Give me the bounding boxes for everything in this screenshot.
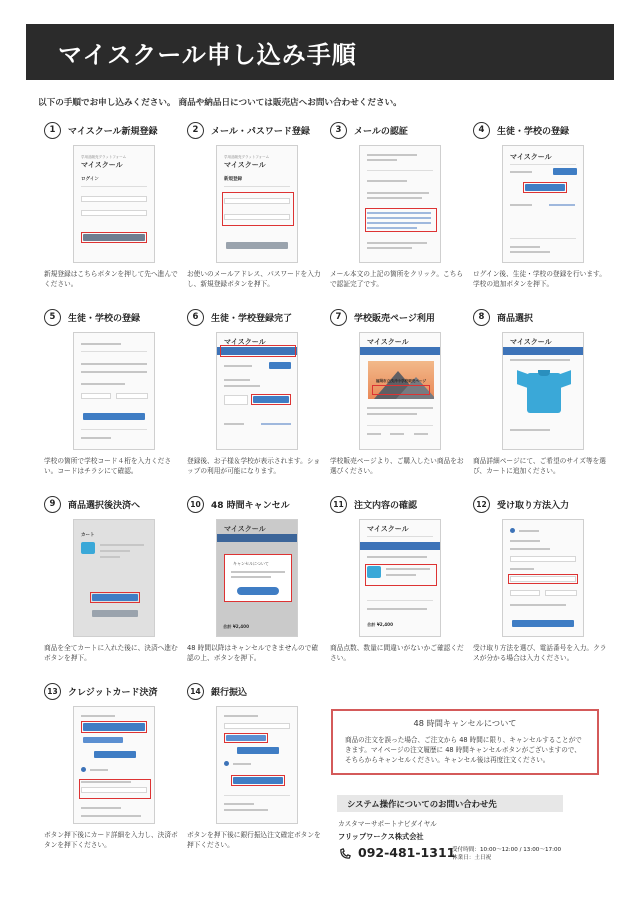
business-hours	[452, 846, 561, 862]
step-1	[44, 121, 180, 289]
company-name: フリップワークス株式会社	[338, 832, 424, 841]
step-12	[473, 495, 609, 663]
step-title: 注文内容の確認	[354, 500, 418, 511]
brand-logo-text: マイスクール	[367, 338, 409, 346]
step-description: 新規登録はこちらボタンを押して先へ進んでください。	[44, 270, 178, 288]
step-screenshot	[73, 145, 155, 263]
step-number: 4	[473, 122, 490, 139]
cancel-dialog-title: キャンセルについて	[233, 561, 269, 566]
step-3	[330, 121, 466, 289]
step-screenshot	[73, 519, 155, 637]
brand-logo-text: マイスクール	[81, 161, 123, 169]
step-title: 銀行振込	[211, 687, 248, 698]
step-title: メール・パスワード登録	[211, 126, 310, 137]
brand-caption: 学用品販売プラットフォーム	[81, 155, 127, 159]
step-7	[330, 308, 466, 476]
step-screenshot	[216, 706, 298, 824]
brand-logo-text: マイスクール	[510, 338, 552, 346]
step-number: 11	[330, 496, 347, 513]
step-11	[330, 495, 466, 663]
step-screenshot	[216, 332, 298, 450]
title-banner	[26, 24, 614, 80]
phone-number: 092-481-1311	[358, 845, 456, 860]
step-description: 商品点数、数量に間違いがないかご確認ください。	[330, 644, 464, 662]
brand-logo-text: マイスクール	[224, 338, 266, 346]
step-description: 商品詳細ページにて、ご希望のサイズ等を選び、カートに追加ください。	[473, 457, 606, 475]
step-number: 1	[44, 122, 61, 139]
order-total: 合計 ¥2,400	[367, 622, 393, 627]
step-screenshot	[502, 145, 584, 263]
step-screenshot	[502, 519, 584, 637]
step-screenshot	[73, 332, 155, 450]
step-description: メール本文の上記の箇所をクリック。こちらで認証完了です。	[330, 270, 464, 288]
school-page-caption: 福岡市立浅井中学校販売ページ	[375, 379, 427, 383]
step-title: 生徒・学校の登録	[497, 126, 570, 137]
brand-logo-text: マイスクール	[510, 153, 552, 161]
support-line-label: カスタマーサポートナビダイヤル	[338, 820, 437, 828]
step-title: 生徒・学校の登録	[68, 313, 141, 324]
register-heading: 新規登録	[224, 177, 242, 182]
cancel-dialog	[224, 554, 292, 602]
step-screenshot	[359, 519, 441, 637]
step-number: 10	[187, 496, 204, 513]
step-description: 登録後、お子様＆学校が表示されます。ショップの利用が可能になります。	[187, 457, 321, 475]
cancel-notice-box	[331, 709, 599, 775]
intro-text: 以下の手順でお申し込みください。 商品や納品日については販売店へお問い合わせください。	[38, 98, 402, 108]
step-description: 学校の箇所で学校コード４桁を入力ください。コードはチラシにて確認。	[44, 457, 172, 475]
step-4	[473, 121, 609, 289]
step-description: お使いのメールアドレス、パスワードを入力し、新規登録ボタンを押下。	[187, 270, 321, 288]
step-number: 9	[44, 496, 61, 513]
phone-icon	[338, 846, 353, 861]
brand-logo-text: マイスクール	[224, 161, 266, 169]
step-screenshot	[359, 145, 441, 263]
step-5	[44, 308, 180, 476]
step-title: 48 時間キャンセル	[211, 500, 290, 511]
step-number: 12	[473, 496, 490, 513]
step-screenshot	[359, 332, 441, 450]
step-screenshot	[73, 706, 155, 824]
step-6	[187, 308, 323, 476]
step-title: 受け取り方法入力	[497, 500, 570, 511]
step-number: 13	[44, 683, 61, 700]
step-description: 受け取り方法を選び、電話番号を入力。クラスが分かる場合は入力ください。	[473, 644, 607, 662]
step-number: 2	[187, 122, 204, 139]
step-number: 8	[473, 309, 490, 326]
step-9	[44, 495, 180, 663]
step-number: 7	[330, 309, 347, 326]
step-screenshot	[216, 519, 298, 637]
step-title: 商品選択後決済へ	[68, 500, 141, 511]
step-number: 3	[330, 122, 347, 139]
brand-logo-text: マイスクール	[224, 525, 266, 533]
cart-heading: カート	[81, 533, 95, 538]
step-screenshot	[502, 332, 584, 450]
step-number: 6	[187, 309, 204, 326]
step-2	[187, 121, 323, 289]
product-shirt-image	[517, 367, 571, 413]
step-title: メールの認証	[354, 126, 408, 137]
page-title: マイスクール申し込み手順	[58, 40, 357, 69]
login-heading: ログイン	[81, 177, 99, 182]
step-description: 48 時間以降はキャンセルできませんので確認の上、ボタンを押下。	[187, 644, 319, 662]
step-title: 生徒・学校登録完了	[211, 313, 293, 324]
step-14	[187, 682, 323, 850]
notice-body: 商品の注文を誤った場合、ご注文から 48 時間に限り、キャンセルすることができます。マイページの注文履歴に 48 時間キャンセルボタンがございますので、そちらからキャンセルください。キャンセル後は再度注文ください。	[345, 736, 582, 764]
step-title: マイスクール新規登録	[68, 126, 158, 137]
step-description: ボタンを押下後に銀行振込注文確定ボタンを押下ください。	[187, 831, 321, 849]
notice-title: 48 時間キャンセルについて	[413, 718, 517, 728]
order-total: 合計 ¥2,400	[223, 624, 249, 629]
brand-caption: 学用品販売プラットフォーム	[224, 155, 270, 159]
brand-logo-text: マイスクール	[367, 525, 409, 533]
step-screenshot	[216, 145, 298, 263]
step-description: ボタン押下後にカード詳細を入力し、決済ボタンを押下ください。	[44, 831, 178, 849]
step-description: ログイン後、生徒・学校の登録を行います。学校の追加ボタンを押下。	[473, 270, 606, 288]
step-description: 商品を全てカートに入れた後に、決済へ進むボタンを押下。	[44, 644, 178, 662]
step-title: クレジットカード決済	[68, 687, 158, 698]
hours-text: 受付時間：10:00～12:00 / 13:00～17:00	[452, 847, 562, 853]
holidays-text: 休業日：土日祝	[452, 855, 492, 861]
step-description: 学校販売ページより、ご購入したい商品をお選びください。	[330, 457, 464, 475]
step-number: 5	[44, 309, 61, 326]
step-8	[473, 308, 609, 476]
step-title: 学校販売ページ利用	[354, 313, 435, 324]
step-title: 商品選択	[497, 313, 534, 324]
step-10	[187, 495, 323, 663]
step-number: 14	[187, 683, 204, 700]
contact-header: システム操作についてのお問い合わせ先	[337, 795, 563, 812]
step-13	[44, 682, 180, 850]
